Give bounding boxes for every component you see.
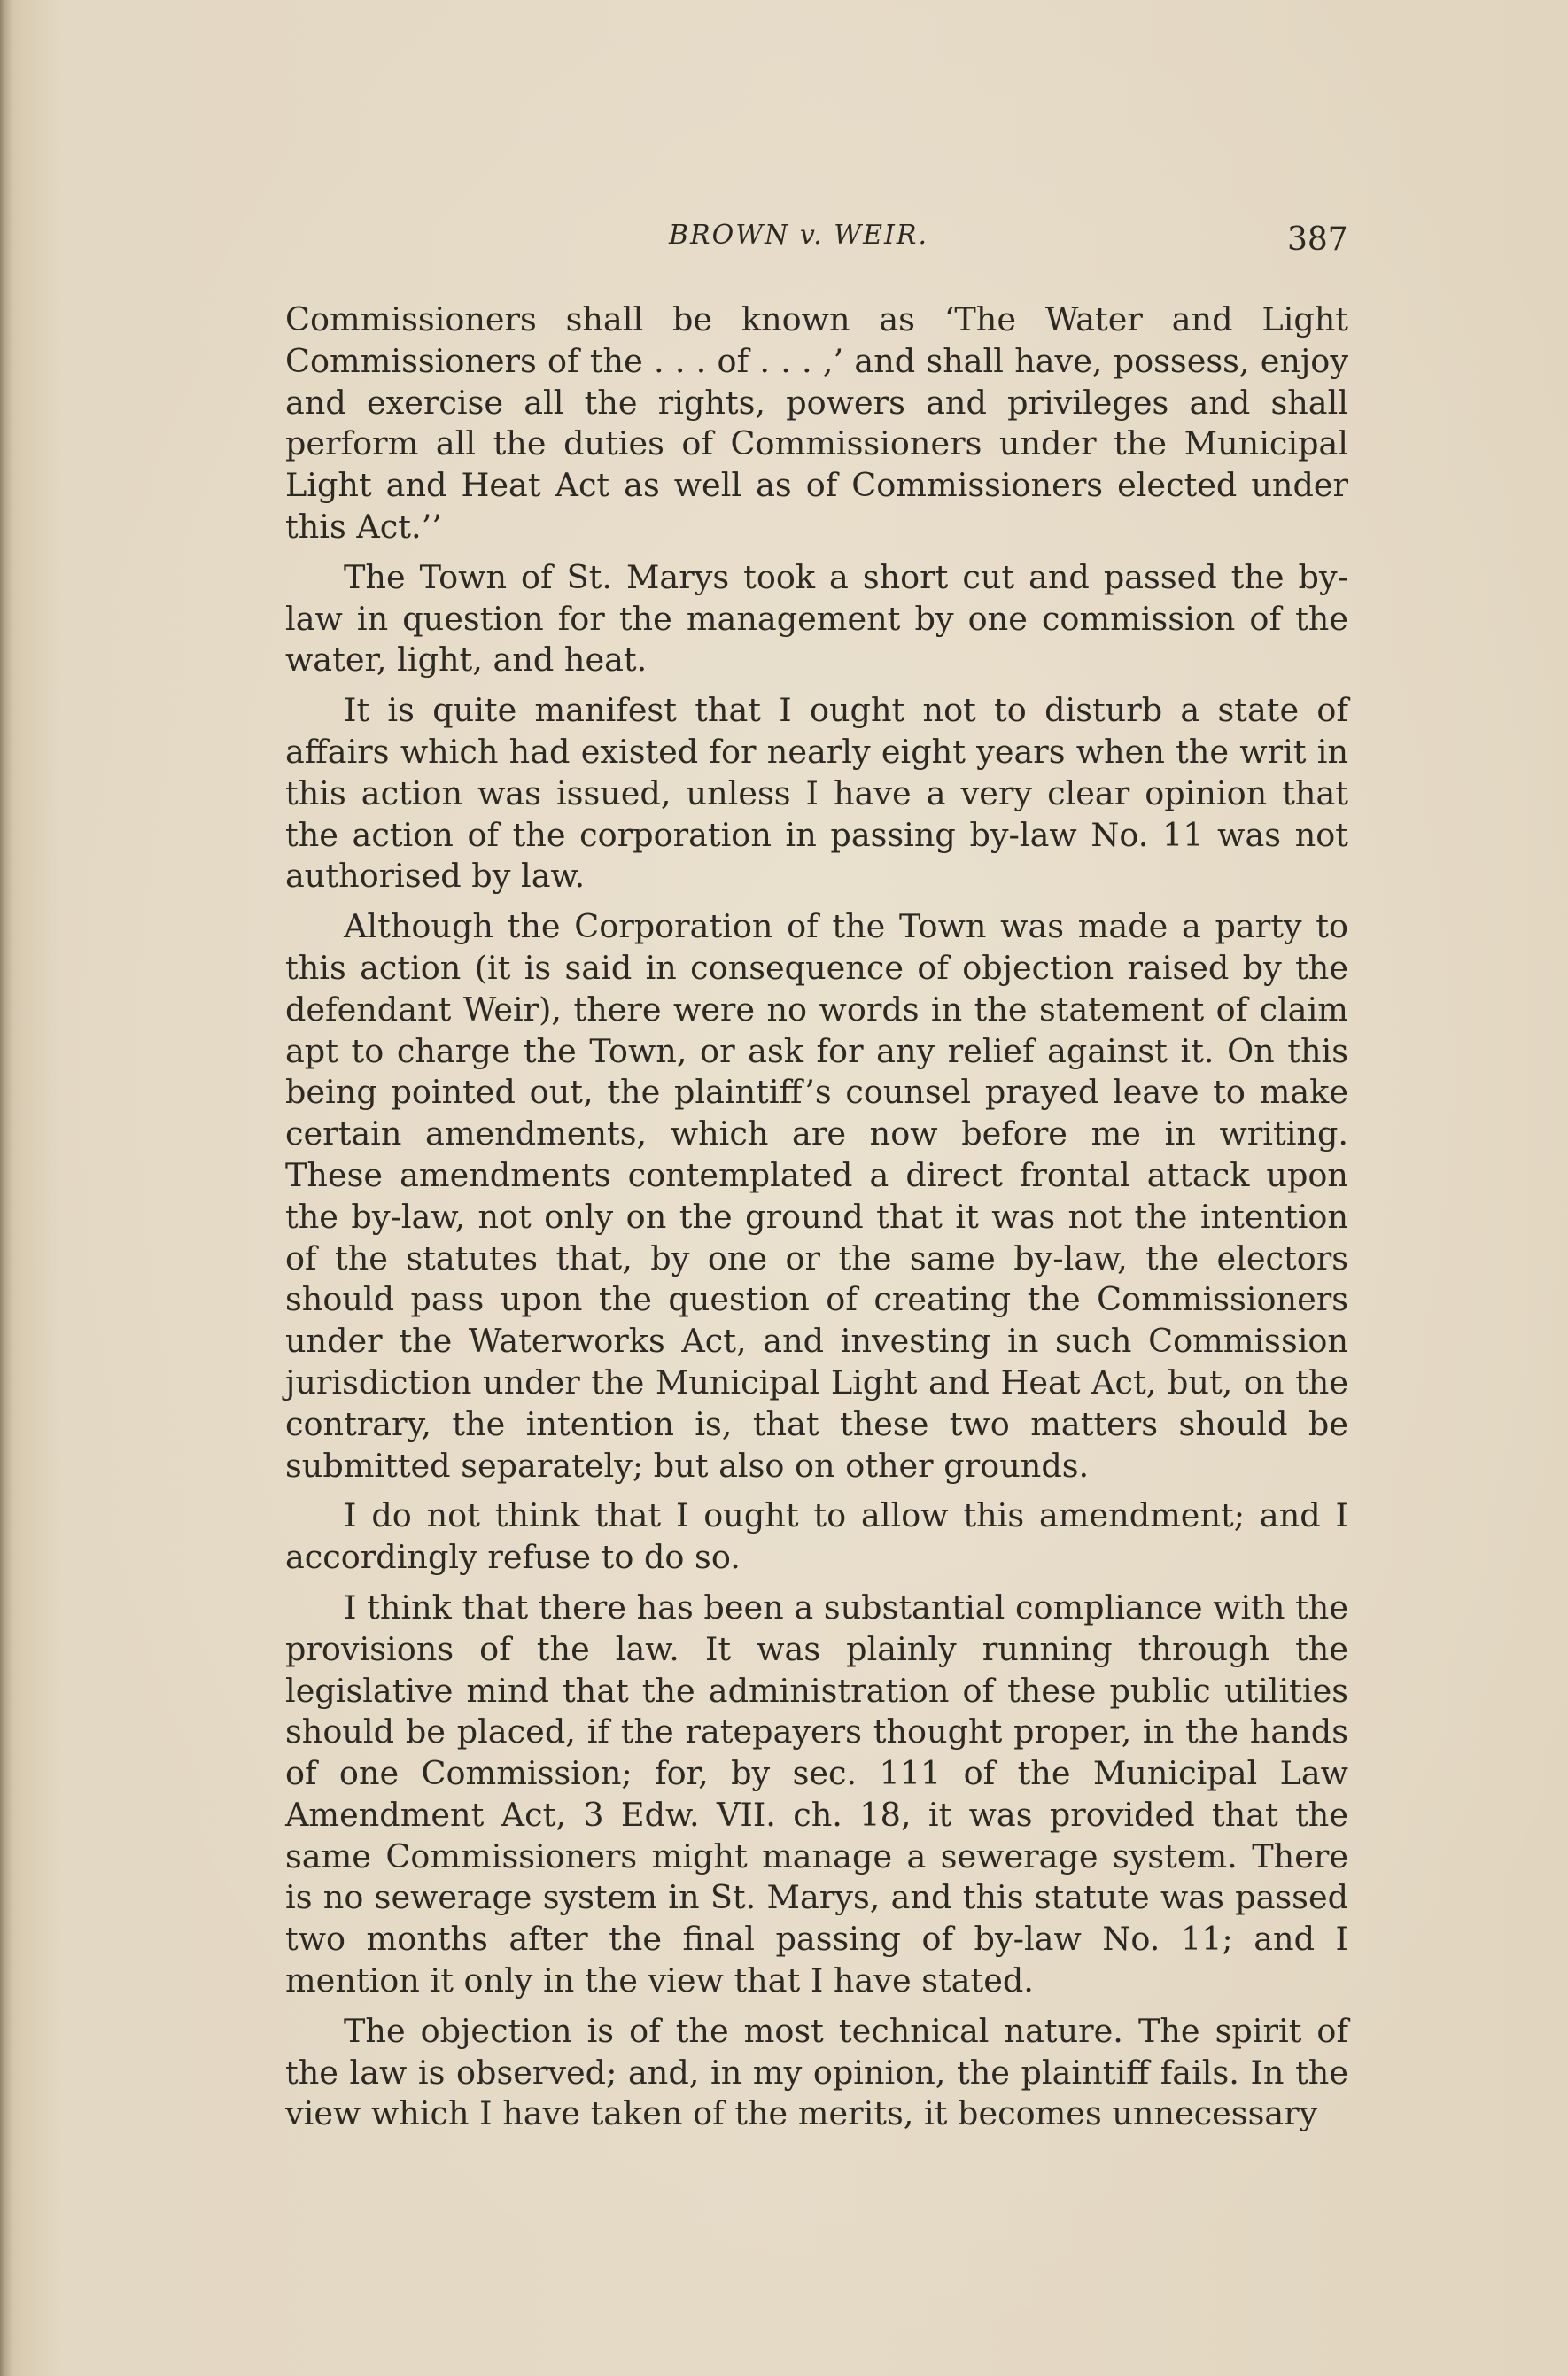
page-number: 387 [1287,221,1348,258]
paragraph-corporation-party: Although the Corporation of the Town was made a party to this action (it is said in consequence of objection raised by the defendant Weir), there were no words in the statement of claim apt to charge the Town, or ask for any relief against it. On this being pointed out, the plaintiff’s counsel prayed leave to make certain amendments, which are now before me in writing. These amendments contemplated a direct frontal attack upon the by-law, not only on the ground that it was not the intention of the statutes that, by one or the same by-law, the electors should pass upon the question of creating the Commissioners under the Waterworks Act, and investing in such Commission jurisdiction under the Municipal Light and Heat Act, but, on the contrary, the intention is, that these two matters should be submitted separately; but also on other grounds. [285,907,1348,1485]
paragraph-quote-continuation: Commissioners shall be known as ‘The Water and Light Commissioners of the . . . of . . . ,’ and shall have, possess, enjoy and exercise all the rights, powers and privileges and shall perform all the duties of Commissioners under the Municipal Light and Heat Act as well as of Commissioners elected under this Act.’’ [285,300,1348,546]
paragraph-manifest: It is quite manifest that I ought not to disturb a state of affairs which had existed for nearly eight years when the writ in this action was issued, unless I have a very clear opinion that the action of the corporation in passing by-law No. 11 was not authorised by law. [285,691,1348,896]
running-head [283,220,1347,264]
paragraph-objection: The objection is of the most technical nature. The spirit of the law is observed; and, in my opinion, the plaintiff fails. In the view which I have taken of the merits, it becomes unnecessary [285,2011,1348,2133]
paragraph-refuse-amendment: I do not think that I ought to allow this amendment; and I accordingly refuse to do so. [285,1496,1348,1577]
binding-edge [0,0,12,2376]
running-title: BROWN v. WEIR. [669,220,929,251]
paragraph-short-cut: The Town of St. Marys took a short cut and passed the by-law in question for the management by one commission of the water, light, and heat. [285,557,1348,679]
paragraph-compliance: I think that there has been a substantial compliance with the provisions of the law. It was plainly running through the legislative mind that the administration of these public utilities should be placed, if the ratepayers thought proper, in the hands of one Commission; for, by sec. 111 of the Municipal Law Amendment Act, 3 Edw. VII. ch. 18, it was provided that the same Commissioners might manage a sewerage system. There is no sewerage system in St. Marys, and this statute was passed two months after the final passing of by-law No. 11; and I mention it only in the view that I have stated. [285,1588,1348,2000]
body-text [285,299,1348,2144]
